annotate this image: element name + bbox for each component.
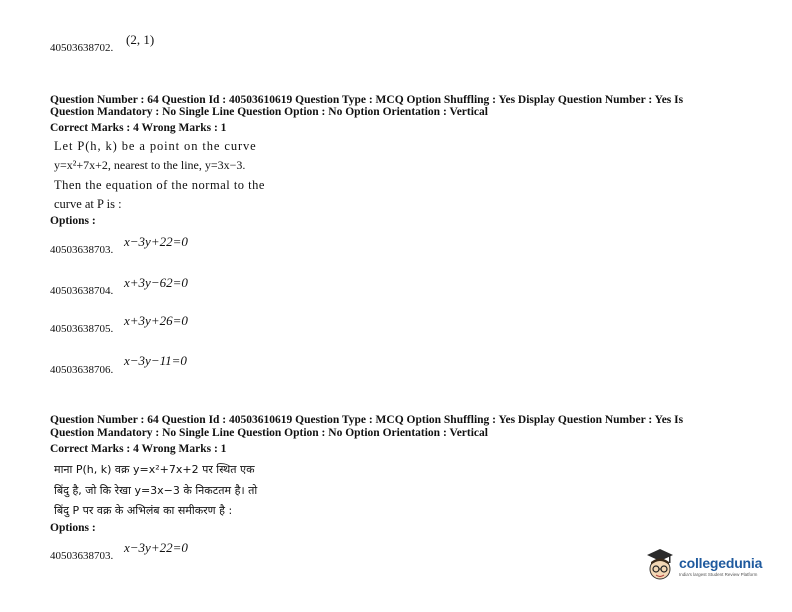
question-meta-line2: Question Mandatory : No Single Line Question Option : No Option Orientation : Vertical <box>50 427 488 439</box>
question-meta-line1: Question Number : 64 Question Id : 40503610619 Question Type : MCQ Option Shuffling : Yes Display Question Number : Yes Is <box>50 94 684 106</box>
question-marks: Correct Marks : 4 Wrong Marks : 1 <box>50 122 227 134</box>
logo-name: collegedunia <box>679 555 763 571</box>
collegedunia-logo <box>643 547 783 587</box>
question-text-line2: y=x²+7x+2, nearest to the line, y=3x−3. <box>54 158 246 172</box>
option-value: x−3y−11=0 <box>124 353 187 368</box>
option-id: 40503638705. <box>50 323 114 335</box>
option-value: x+3y+26=0 <box>124 313 188 328</box>
option-id: 40503638703. <box>50 244 114 256</box>
question-meta-line2: Question Mandatory : No Single Line Question Option : No Option Orientation : Vertical <box>50 106 488 118</box>
option-id: 40503638704. <box>50 285 114 297</box>
question-text-line1: माना P(h, k) वक्र y=x²+7x+2 पर स्थित एक <box>54 463 255 476</box>
option-id: 40503638706. <box>50 364 114 376</box>
options-label: Options : <box>50 522 96 534</box>
question-text-line1: Let P(h, k) be a point on the curve <box>54 139 257 153</box>
logo-tagline: India's largest Student Review Platform <box>679 572 758 577</box>
question-meta-line1: Question Number : 64 Question Id : 40503610619 Question Type : MCQ Option Shuffling : Yes Display Question Number : Yes Is <box>50 414 684 426</box>
option-value: (2, 1) <box>126 32 155 47</box>
question-marks: Correct Marks : 4 Wrong Marks : 1 <box>50 443 227 455</box>
option-value: x−3y+22=0 <box>124 234 188 249</box>
question-text-line3: Then the equation of the normal to the <box>54 178 265 192</box>
question-text-line4: curve at P is : <box>54 197 122 211</box>
option-id: 40503638702. <box>50 42 114 54</box>
options-label: Options : <box>50 215 96 227</box>
question-text-line3: बिंदु P पर वक्र के अभिलंब का समीकरण है : <box>54 504 233 517</box>
graduate-mascot-icon <box>643 547 677 583</box>
option-value: x+3y−62=0 <box>124 275 188 290</box>
option-value: x−3y+22=0 <box>124 540 188 555</box>
question-text-line2: बिंदु है, जो कि रेखा y=3x−3 के निकटतम है। तो <box>54 484 258 497</box>
option-id: 40503638703. <box>50 550 114 562</box>
